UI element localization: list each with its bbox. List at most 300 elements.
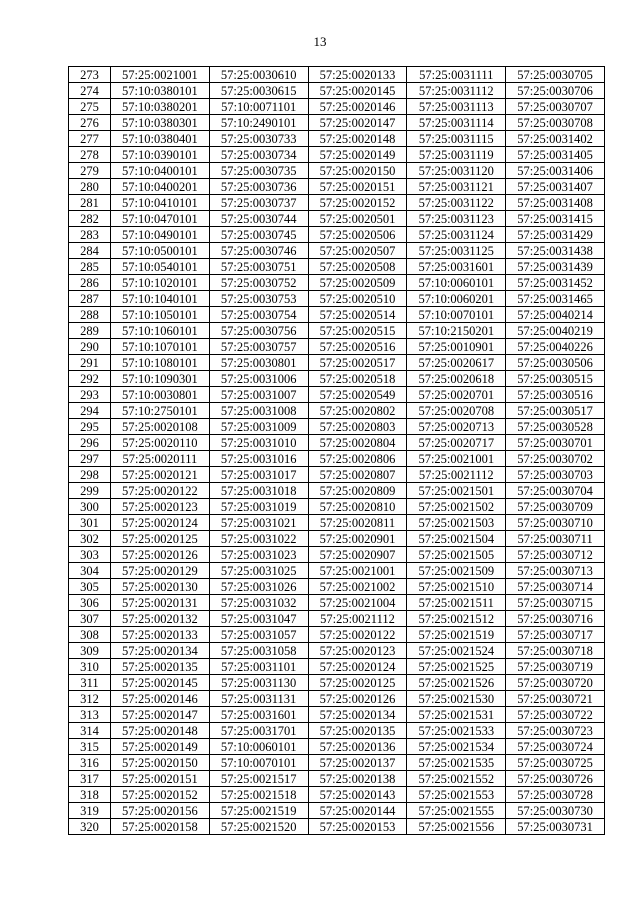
cadastral-number-cell: 57:25:0020111 [111, 451, 210, 467]
table-row [69, 291, 605, 307]
row-number-cell: 305 [69, 579, 111, 595]
cadastral-number-cell: 57:10:0070101 [407, 307, 506, 323]
row-number-cell: 288 [69, 307, 111, 323]
cadastral-number-cell: 57:25:0030701 [506, 435, 605, 451]
cadastral-number-cell: 57:25:0020806 [308, 451, 407, 467]
cadastral-number-cell: 57:25:0020803 [308, 419, 407, 435]
cadastral-number-cell: 57:25:0021001 [407, 451, 506, 467]
table-row [69, 771, 605, 787]
cadastral-number-cell: 57:25:0020132 [111, 611, 210, 627]
cadastral-number-cell: 57:25:0021533 [407, 723, 506, 739]
cadastral-number-cell: 57:25:0030615 [209, 83, 308, 99]
table-row [69, 195, 605, 211]
cadastral-number-cell: 57:25:0030731 [506, 819, 605, 835]
cadastral-number-cell: 57:10:1050101 [111, 307, 210, 323]
cadastral-number-cell: 57:25:0021555 [407, 803, 506, 819]
cadastral-number-cell: 57:25:0021002 [308, 579, 407, 595]
cadastral-number-cell: 57:25:0020133 [308, 67, 407, 83]
cadastral-number-cell: 57:25:0020125 [308, 675, 407, 691]
cadastral-number-cell: 57:25:0020510 [308, 291, 407, 307]
cadastral-number-cell: 57:10:1020101 [111, 275, 210, 291]
cadastral-number-cell: 57:25:0031130 [209, 675, 308, 691]
table-row [69, 307, 605, 323]
cadastral-number-cell: 57:25:0021504 [407, 531, 506, 547]
cadastral-number-cell: 57:25:0020146 [111, 691, 210, 707]
table-row [69, 739, 605, 755]
cadastral-number-cell: 57:25:0021518 [209, 787, 308, 803]
row-number-cell: 278 [69, 147, 111, 163]
cadastral-number-cell: 57:25:0030757 [209, 339, 308, 355]
cadastral-number-cell: 57:25:0031019 [209, 499, 308, 515]
table-row [69, 675, 605, 691]
cadastral-number-cell: 57:25:0030720 [506, 675, 605, 691]
cadastral-number-cell: 57:25:0021520 [209, 819, 308, 835]
cadastral-number-cell: 57:25:0030718 [506, 643, 605, 659]
cadastral-number-cell: 57:25:0020809 [308, 483, 407, 499]
row-number-cell: 285 [69, 259, 111, 275]
cadastral-number-cell: 57:25:0021531 [407, 707, 506, 723]
row-number-cell: 291 [69, 355, 111, 371]
cadastral-number-cell: 57:25:0020135 [111, 659, 210, 675]
row-number-cell: 276 [69, 115, 111, 131]
cadastral-number-cell: 57:25:0031026 [209, 579, 308, 595]
cadastral-number-cell: 57:25:0030737 [209, 195, 308, 211]
cadastral-number-cell: 57:25:0021552 [407, 771, 506, 787]
cadastral-number-cell: 57:25:0020501 [308, 211, 407, 227]
cadastral-number-cell: 57:25:0030711 [506, 531, 605, 547]
cadastral-number-cell: 57:25:0020136 [308, 739, 407, 755]
cadastral-number-cell: 57:25:0020618 [407, 371, 506, 387]
cadastral-number-cell: 57:25:0031123 [407, 211, 506, 227]
table-row [69, 531, 605, 547]
cadastral-number-cell: 57:25:0021534 [407, 739, 506, 755]
row-number-cell: 302 [69, 531, 111, 547]
cadastral-number-cell: 57:25:0030730 [506, 803, 605, 819]
table-row [69, 547, 605, 563]
cadastral-number-cell: 57:25:0030745 [209, 227, 308, 243]
row-number-cell: 304 [69, 563, 111, 579]
cadastral-number-cell: 57:25:0030744 [209, 211, 308, 227]
row-number-cell: 293 [69, 387, 111, 403]
row-number-cell: 292 [69, 371, 111, 387]
cadastral-number-cell: 57:10:0490101 [111, 227, 210, 243]
table-row [69, 707, 605, 723]
cadastral-number-cell: 57:25:0031119 [407, 147, 506, 163]
table-row [69, 691, 605, 707]
cadastral-number-cell: 57:25:0031101 [209, 659, 308, 675]
cadastral-number-cell: 57:25:0020126 [308, 691, 407, 707]
cadastral-number-cell: 57:25:0030736 [209, 179, 308, 195]
cadastral-number-cell: 57:25:0030751 [209, 259, 308, 275]
cadastral-number-cell: 57:10:0500101 [111, 243, 210, 259]
cadastral-number-cell: 57:25:0031018 [209, 483, 308, 499]
cadastral-number-cell: 57:25:0040214 [506, 307, 605, 323]
cadastral-number-cell: 57:25:0020124 [111, 515, 210, 531]
cadastral-number-cell: 57:25:0021505 [407, 547, 506, 563]
cadastral-number-cell: 57:25:0031007 [209, 387, 308, 403]
cadastral-number-cell: 57:25:0030516 [506, 387, 605, 403]
cadastral-number-cell: 57:25:0031111 [407, 67, 506, 83]
cadastral-number-cell: 57:10:0060101 [209, 739, 308, 755]
cadastral-number-cell: 57:25:0020811 [308, 515, 407, 531]
cadastral-number-cell: 57:25:0020135 [308, 723, 407, 739]
cadastral-number-cell: 57:10:0540101 [111, 259, 210, 275]
cadastral-number-cell: 57:25:0031047 [209, 611, 308, 627]
cadastral-number-cell: 57:25:0031114 [407, 115, 506, 131]
cadastral-number-cell: 57:25:0031124 [407, 227, 506, 243]
row-number-cell: 275 [69, 99, 111, 115]
cadastral-number-cell: 57:10:0380201 [111, 99, 210, 115]
table-row [69, 115, 605, 131]
cadastral-number-cell: 57:10:2150201 [407, 323, 506, 339]
row-number-cell: 279 [69, 163, 111, 179]
row-number-cell: 297 [69, 451, 111, 467]
table-row [69, 387, 605, 403]
cadastral-number-cell: 57:10:0410101 [111, 195, 210, 211]
cadastral-number-cell: 57:25:0021556 [407, 819, 506, 835]
cadastral-number-cell: 57:10:1060101 [111, 323, 210, 339]
cadastral-number-cell: 57:25:0020152 [111, 787, 210, 803]
table-row [69, 339, 605, 355]
cadastral-number-cell: 57:25:0010901 [407, 339, 506, 355]
row-number-cell: 312 [69, 691, 111, 707]
cadastral-number-cell: 57:25:0021512 [407, 611, 506, 627]
cadastral-number-cell: 57:10:2490101 [209, 115, 308, 131]
table-row [69, 499, 605, 515]
cadastral-number-cell: 57:25:0030708 [506, 115, 605, 131]
cadastral-number-cell: 57:25:0021112 [308, 611, 407, 627]
cadastral-number-cell: 57:25:0030709 [506, 499, 605, 515]
cadastral-number-cell: 57:25:0030517 [506, 403, 605, 419]
cadastral-number-cell: 57:25:0020907 [308, 547, 407, 563]
cadastral-number-cell: 57:25:0020134 [111, 643, 210, 659]
cadastral-number-cell: 57:10:0380101 [111, 83, 210, 99]
cadastral-number-cell: 57:25:0031112 [407, 83, 506, 99]
cadastral-number-cell: 57:25:0021526 [407, 675, 506, 691]
cadastral-number-cell: 57:25:0020133 [111, 627, 210, 643]
cadastral-number-cell: 57:25:0020506 [308, 227, 407, 243]
table-row [69, 627, 605, 643]
cadastral-number-cell: 57:25:0020158 [111, 819, 210, 835]
cadastral-number-cell: 57:10:0400201 [111, 179, 210, 195]
cadastral-number-cell: 57:25:0031113 [407, 99, 506, 115]
cadastral-number-cell: 57:25:0030722 [506, 707, 605, 723]
cadastral-number-cell: 57:25:0031407 [506, 179, 605, 195]
table-body [69, 67, 605, 835]
cadastral-number-cell: 57:25:0020110 [111, 435, 210, 451]
cadastral-number-cell: 57:25:0020901 [308, 531, 407, 547]
row-number-cell: 316 [69, 755, 111, 771]
cadastral-number-cell: 57:25:0040219 [506, 323, 605, 339]
cadastral-number-cell: 57:25:0031017 [209, 467, 308, 483]
cadastral-number-cell: 57:25:0021112 [407, 467, 506, 483]
cadastral-number-cell: 57:25:0020123 [111, 499, 210, 515]
cadastral-number-cell: 57:25:0031008 [209, 403, 308, 419]
cadastral-number-cell: 57:25:0020149 [111, 739, 210, 755]
row-number-cell: 273 [69, 67, 111, 83]
cadastral-number-cell: 57:10:2750101 [111, 403, 210, 419]
cadastral-number-cell: 57:25:0031057 [209, 627, 308, 643]
cadastral-number-cell: 57:25:0020148 [111, 723, 210, 739]
cadastral-number-cell: 57:25:0030726 [506, 771, 605, 787]
table-row [69, 83, 605, 99]
cadastral-number-cell: 57:25:0020145 [308, 83, 407, 99]
cadastral-number-cell: 57:25:0030713 [506, 563, 605, 579]
cadastral-number-cell: 57:25:0020129 [111, 563, 210, 579]
cadastral-number-cell: 57:25:0030754 [209, 307, 308, 323]
cadastral-number-cell: 57:25:0020708 [407, 403, 506, 419]
cadastral-number-cell: 57:25:0031125 [407, 243, 506, 259]
table-row [69, 803, 605, 819]
cadastral-number-cell: 57:25:0030706 [506, 83, 605, 99]
cadastral-number-cell: 57:25:0030528 [506, 419, 605, 435]
cadastral-number-cell: 57:10:0400101 [111, 163, 210, 179]
cadastral-number-cell: 57:25:0021530 [407, 691, 506, 707]
cadastral-number-cell: 57:25:0030714 [506, 579, 605, 595]
cadastral-number-cell: 57:25:0021517 [209, 771, 308, 787]
row-number-cell: 301 [69, 515, 111, 531]
cadastral-number-cell: 57:25:0020701 [407, 387, 506, 403]
row-number-cell: 310 [69, 659, 111, 675]
row-number-cell: 308 [69, 627, 111, 643]
cadastral-number-cell: 57:10:0060201 [407, 291, 506, 307]
cadastral-number-cell: 57:25:0021524 [407, 643, 506, 659]
cadastral-number-cell: 57:25:0031406 [506, 163, 605, 179]
cadastral-number-cell: 57:25:0030752 [209, 275, 308, 291]
cadastral-number-cell: 57:25:0031016 [209, 451, 308, 467]
cadastral-number-cell: 57:25:0021502 [407, 499, 506, 515]
row-number-cell: 281 [69, 195, 111, 211]
cadastral-number-cell: 57:25:0020509 [308, 275, 407, 291]
cadastral-number-cell: 57:25:0031121 [407, 179, 506, 195]
cadastral-number-cell: 57:25:0020122 [308, 627, 407, 643]
cadastral-number-cell: 57:25:0020146 [308, 99, 407, 115]
cadastral-number-cell: 57:25:0020518 [308, 371, 407, 387]
cadastral-number-cell: 57:10:0470101 [111, 211, 210, 227]
cadastral-number-cell: 57:25:0030746 [209, 243, 308, 259]
cadastral-number-cell: 57:25:0020802 [308, 403, 407, 419]
cadastral-number-cell: 57:25:0031025 [209, 563, 308, 579]
row-number-cell: 307 [69, 611, 111, 627]
cadastral-number-cell: 57:25:0031429 [506, 227, 605, 243]
cadastral-number-cell: 57:25:0031701 [209, 723, 308, 739]
table-row [69, 163, 605, 179]
cadastral-number-cell: 57:10:0070101 [209, 755, 308, 771]
row-number-cell: 296 [69, 435, 111, 451]
cadastral-number-cell: 57:25:0030707 [506, 99, 605, 115]
table-row [69, 371, 605, 387]
table-row [69, 515, 605, 531]
row-number-cell: 300 [69, 499, 111, 515]
cadastral-number-cell: 57:25:0020131 [111, 595, 210, 611]
cadastral-number-cell: 57:25:0030801 [209, 355, 308, 371]
row-number-cell: 311 [69, 675, 111, 691]
cadastral-number-cell: 57:25:0031058 [209, 643, 308, 659]
cadastral-number-cell: 57:25:0031405 [506, 147, 605, 163]
row-number-cell: 298 [69, 467, 111, 483]
cadastral-number-cell: 57:25:0030723 [506, 723, 605, 739]
row-number-cell: 294 [69, 403, 111, 419]
row-number-cell: 319 [69, 803, 111, 819]
cadastral-number-cell: 57:25:0021519 [209, 803, 308, 819]
table-row [69, 483, 605, 499]
row-number-cell: 309 [69, 643, 111, 659]
cadastral-number-cell: 57:10:0390101 [111, 147, 210, 163]
row-number-cell: 287 [69, 291, 111, 307]
cadastral-number-cell: 57:25:0030735 [209, 163, 308, 179]
cadastral-number-cell: 57:25:0020126 [111, 547, 210, 563]
row-number-cell: 303 [69, 547, 111, 563]
cadastral-number-cell: 57:10:1040101 [111, 291, 210, 307]
cadastral-number-cell: 57:25:0020508 [308, 259, 407, 275]
row-number-cell: 282 [69, 211, 111, 227]
table-row [69, 723, 605, 739]
table-row [69, 819, 605, 835]
cadastral-number-cell: 57:25:0020507 [308, 243, 407, 259]
cadastral-number-cell: 57:25:0030710 [506, 515, 605, 531]
cadastral-number-cell: 57:25:0031452 [506, 275, 605, 291]
cadastral-number-cell: 57:25:0020124 [308, 659, 407, 675]
row-number-cell: 306 [69, 595, 111, 611]
table-row [69, 451, 605, 467]
cadastral-number-cell: 57:25:0020516 [308, 339, 407, 355]
cadastral-number-cell: 57:25:0030704 [506, 483, 605, 499]
cadastral-number-cell: 57:25:0031465 [506, 291, 605, 307]
row-number-cell: 315 [69, 739, 111, 755]
cadastral-number-cell: 57:10:0030801 [111, 387, 210, 403]
row-number-cell: 286 [69, 275, 111, 291]
cadastral-number-cell: 57:25:0021001 [308, 563, 407, 579]
row-number-cell: 314 [69, 723, 111, 739]
cadastral-number-cell: 57:25:0031006 [209, 371, 308, 387]
cadastral-number-cell: 57:25:0031415 [506, 211, 605, 227]
cadastral-number-cell: 57:25:0021510 [407, 579, 506, 595]
row-number-cell: 313 [69, 707, 111, 723]
table-row [69, 67, 605, 83]
table-row [69, 355, 605, 371]
cadastral-number-cell: 57:25:0020145 [111, 675, 210, 691]
row-number-cell: 280 [69, 179, 111, 195]
table-row [69, 611, 605, 627]
cadastral-number-cell: 57:25:0031021 [209, 515, 308, 531]
table-row [69, 579, 605, 595]
cadastral-number-cell: 57:25:0020810 [308, 499, 407, 515]
cadastral-number-cell: 57:25:0030728 [506, 787, 605, 803]
cadastral-number-cell: 57:10:0380401 [111, 131, 210, 147]
cadastral-number-cell: 57:25:0030719 [506, 659, 605, 675]
cadastral-number-cell: 57:25:0020123 [308, 643, 407, 659]
table-row [69, 643, 605, 659]
cadastral-number-cell: 57:25:0031439 [506, 259, 605, 275]
row-number-cell: 284 [69, 243, 111, 259]
row-number-cell: 295 [69, 419, 111, 435]
table-row [69, 275, 605, 291]
cadastral-number-cell: 57:25:0020147 [111, 707, 210, 723]
cadastral-number-cell: 57:25:0030703 [506, 467, 605, 483]
cadastral-number-cell: 57:25:0031402 [506, 131, 605, 147]
table-row [69, 563, 605, 579]
cadastral-number-cell: 57:25:0020130 [111, 579, 210, 595]
cadastral-number-cell: 57:25:0031115 [407, 131, 506, 147]
cadastral-number-cell: 57:25:0031131 [209, 691, 308, 707]
cadastral-number-cell: 57:25:0020150 [308, 163, 407, 179]
cadastral-number-cell: 57:25:0020713 [407, 419, 506, 435]
cadastral-number-cell: 57:25:0030756 [209, 323, 308, 339]
cadastral-number-cell: 57:25:0030712 [506, 547, 605, 563]
cadastral-number-cell: 57:25:0020149 [308, 147, 407, 163]
table-row [69, 147, 605, 163]
cadastral-number-cell: 57:25:0020148 [308, 131, 407, 147]
row-number-cell: 277 [69, 131, 111, 147]
cadastral-number-cell: 57:25:0031022 [209, 531, 308, 547]
table-row [69, 435, 605, 451]
cadastral-number-cell: 57:25:0031032 [209, 595, 308, 611]
cadastral-number-cell: 57:25:0021553 [407, 787, 506, 803]
cadastral-number-cell: 57:25:0020152 [308, 195, 407, 211]
table-row [69, 323, 605, 339]
row-number-cell: 318 [69, 787, 111, 803]
cadastral-number-cell: 57:25:0020138 [308, 771, 407, 787]
cadastral-number-cell: 57:25:0031023 [209, 547, 308, 563]
cadastral-number-cell: 57:10:1080101 [111, 355, 210, 371]
table-row [69, 403, 605, 419]
cadastral-number-cell: 57:25:0030610 [209, 67, 308, 83]
cadastral-number-cell: 57:25:0021509 [407, 563, 506, 579]
row-number-cell: 317 [69, 771, 111, 787]
cadastral-number-cell: 57:25:0021525 [407, 659, 506, 675]
table-row [69, 467, 605, 483]
cadastral-number-cell: 57:25:0020153 [308, 819, 407, 835]
cadastral-number-cell: 57:25:0030705 [506, 67, 605, 83]
cadastral-number-cell: 57:10:0060101 [407, 275, 506, 291]
cadastral-number-cell: 57:25:0020156 [111, 803, 210, 819]
cadastral-number-cell: 57:25:0020125 [111, 531, 210, 547]
cadastral-number-cell: 57:25:0030716 [506, 611, 605, 627]
table-row [69, 787, 605, 803]
table-row [69, 243, 605, 259]
cadastral-number-cell: 57:25:0021501 [407, 483, 506, 499]
cadastral-number-cell: 57:25:0030725 [506, 755, 605, 771]
row-number-cell: 274 [69, 83, 111, 99]
cadastral-number-cell: 57:25:0021519 [407, 627, 506, 643]
cadastral-number-cell: 57:25:0030724 [506, 739, 605, 755]
table-row [69, 419, 605, 435]
cadastral-number-cell: 57:25:0020549 [308, 387, 407, 403]
cadastral-number-cell: 57:25:0020122 [111, 483, 210, 499]
cadastral-number-cell: 57:10:1070101 [111, 339, 210, 355]
cadastral-number-cell: 57:25:0031601 [407, 259, 506, 275]
table-row [69, 755, 605, 771]
cadastral-number-cell: 57:25:0021511 [407, 595, 506, 611]
cadastral-number-cell: 57:25:0021535 [407, 755, 506, 771]
cadastral-number-cell: 57:25:0020144 [308, 803, 407, 819]
cadastral-number-cell: 57:10:1090301 [111, 371, 210, 387]
page-number: 13 [313, 34, 327, 49]
row-number-cell: 290 [69, 339, 111, 355]
cadastral-number-cell: 57:25:0030506 [506, 355, 605, 371]
cadastral-number-cell: 57:25:0020108 [111, 419, 210, 435]
cadastral-number-cell: 57:25:0021503 [407, 515, 506, 531]
cadastral-number-cell: 57:25:0020717 [407, 435, 506, 451]
row-number-cell: 320 [69, 819, 111, 835]
cadastral-number-cell: 57:25:0031010 [209, 435, 308, 451]
cadastral-number-cell: 57:25:0020151 [111, 771, 210, 787]
table-row [69, 595, 605, 611]
cadastral-number-cell: 57:25:0030753 [209, 291, 308, 307]
cadastral-number-cell: 57:25:0020517 [308, 355, 407, 371]
cadastral-number-cell: 57:25:0020151 [308, 179, 407, 195]
cadastral-number-cell: 57:25:0020150 [111, 755, 210, 771]
